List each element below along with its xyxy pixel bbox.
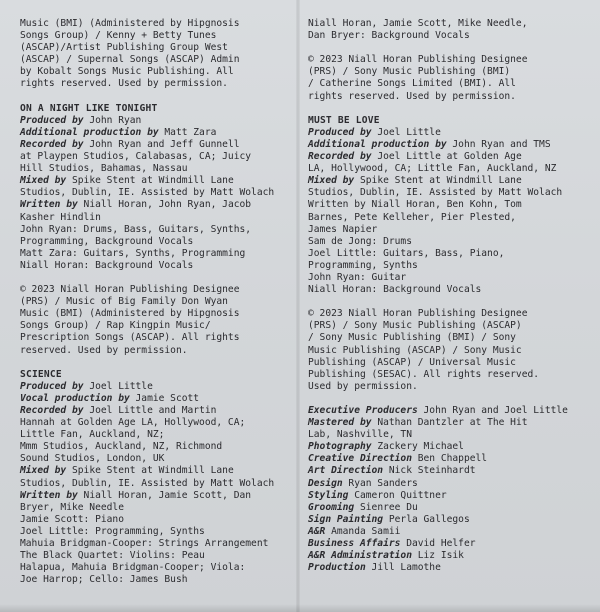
credit-text: Jamie Scott: Piano <box>20 513 124 525</box>
credit-text: John Ryan: Guitar <box>308 271 407 283</box>
credit-text: John Ryan <box>83 114 142 126</box>
copyright-line: / Catherine Songs Limited (BMI). All <box>308 78 516 90</box>
credit-role: Executive Producers <box>308 405 418 416</box>
credit-line <box>308 478 586 490</box>
credit-role: A&R Administration <box>308 550 412 562</box>
credit-role: Produced by <box>308 126 372 138</box>
credit-role: Sign Painting <box>308 513 384 525</box>
credit-line <box>308 562 586 574</box>
credit-role: Produced by <box>20 380 84 392</box>
credit-line <box>20 187 292 199</box>
vocals-line: Dan Bryer: Background Vocals <box>308 30 470 42</box>
credit-line <box>20 526 292 538</box>
right-column <box>308 18 586 574</box>
credit-role: Design <box>308 477 343 489</box>
credit-line <box>20 139 292 151</box>
credit-line <box>20 514 292 526</box>
credit-text: Bryer, Mike Needle <box>20 501 124 513</box>
credit-role: Additional production by <box>308 138 447 150</box>
paragraph-gap <box>308 103 586 115</box>
copyright-line: Music Publishing (ASCAP) / Sony Music <box>308 344 522 356</box>
credit-role: Grooming <box>308 501 355 513</box>
paragraph-gap <box>308 393 586 405</box>
credit-line <box>20 199 292 211</box>
credit-line <box>20 538 292 550</box>
song-title: MUST BE LOVE <box>308 114 380 126</box>
paragraph-gap <box>20 357 292 369</box>
credit-line <box>308 526 586 538</box>
credit-line <box>308 538 586 550</box>
credit-text: Joel Little <box>371 126 441 138</box>
credit-line <box>20 236 292 248</box>
copyright-line: Prescription Songs (ASCAP). All rights <box>20 332 240 344</box>
credit-line <box>308 284 586 296</box>
credit-text: Joel Little: Programming, Synths <box>20 525 205 537</box>
credit-text: at Playpen Studios, Calabasas, CA; Juicy <box>20 151 252 163</box>
credit-role: Photography <box>308 441 372 453</box>
credit-text: Barnes, Pete Kelleher, Pier Plested, <box>308 211 516 223</box>
credit-line <box>20 381 292 393</box>
credit-line <box>308 453 586 465</box>
credit-line <box>308 139 586 151</box>
credit-text: Joel Little: Guitars, Bass, Piano, <box>308 247 505 259</box>
credit-text: Amanda Samii <box>325 525 401 537</box>
credit-role: Business Affairs <box>308 538 401 550</box>
left-column <box>20 18 292 586</box>
paragraph-gap <box>20 272 292 284</box>
credit-line <box>20 115 292 127</box>
credit-text: LA, Hollywood, CA; Little Fan, Auckland, NZ <box>308 163 557 175</box>
credit-text: Jill Lamothe <box>365 562 441 574</box>
credit-text: Liz Isik <box>411 550 464 562</box>
credit-role: Vocal production by <box>20 392 130 404</box>
publishing-line: by Kobalt Songs Music Publishing. All <box>20 66 234 78</box>
credit-text: Ryan Sanders <box>342 477 418 489</box>
credit-line <box>308 405 586 417</box>
copyright-line: (PRS) / Sony Music Publishing (BMI) <box>308 66 511 78</box>
credit-line <box>308 514 586 526</box>
credit-role: A&R <box>308 525 326 537</box>
credit-line <box>308 151 586 163</box>
credit-role: Written by <box>20 199 78 211</box>
credit-text: Niall Horan: Background Vocals <box>308 284 482 296</box>
copyright-line: rights reserved. Used by permission. <box>308 90 516 102</box>
copyright-line: Songs Group) / Rap Kingpin Music/ <box>20 320 211 332</box>
copyright-line: / Sony Music Publishing (BMI) / Sony <box>308 332 516 344</box>
credit-text: Nick Steinhardt <box>383 465 476 477</box>
credit-line <box>20 212 292 224</box>
credit-line <box>20 405 292 417</box>
credit-text: Mmm Studios, Auckland, NZ, Richmond <box>20 441 223 453</box>
credit-text: Programming, Synths <box>308 259 418 271</box>
credit-line <box>20 175 292 187</box>
credit-role: Production <box>308 562 366 574</box>
copyright-line: reserved. Used by permission. <box>20 344 188 356</box>
credit-line <box>308 187 586 199</box>
credit-line <box>20 429 292 441</box>
copyright-line: © 2023 Niall Horan Publishing Designee <box>308 54 528 66</box>
publishing-line: (ASCAP)/Artist Publishing Group West <box>20 42 228 54</box>
credit-text: Studios, Dublin, IE. Assisted by Matt Wolach <box>20 187 275 199</box>
credit-line <box>20 151 292 163</box>
credit-text: Nathan Dantzler at The Hit <box>371 417 528 429</box>
credit-line <box>308 465 586 477</box>
credit-text: Cameron Quittner <box>348 489 447 501</box>
credit-line <box>20 502 292 514</box>
credit-line <box>308 550 586 562</box>
paragraph-gap <box>308 42 586 54</box>
vocals-line: Niall Horan, Jamie Scott, Mike Needle, <box>308 18 528 29</box>
credit-line <box>20 260 292 272</box>
credit-text: Sam de Jong: Drums <box>308 235 412 247</box>
credit-text: Spike Stent at Windmill Lane <box>66 465 234 477</box>
credit-text: Lab, Nashville, TN <box>308 429 412 441</box>
credit-line <box>308 248 586 260</box>
credit-text: Joel Little at Golden Age <box>371 151 522 163</box>
copyright-line: Music (BMI) (Administered by Hipgnosis <box>20 308 240 320</box>
song-title: SCIENCE <box>20 368 62 380</box>
credit-text: Niall Horan, John Ryan, Jacob <box>77 199 252 211</box>
copyright-line: Used by permission. <box>308 380 418 392</box>
credit-line <box>308 163 586 175</box>
credit-line <box>20 248 292 260</box>
credit-text: Perla Gallegos <box>383 513 470 525</box>
credit-text: Spike Stent at Windmill Lane <box>354 175 522 187</box>
credit-line <box>20 224 292 236</box>
credit-text: David Helfer <box>400 538 476 550</box>
credit-text: Written by Niall Horan, Ben Kohn, Tom <box>308 199 522 211</box>
credit-line <box>20 478 292 490</box>
credit-text: Joel Little and Martin <box>83 405 217 416</box>
credit-text: John Ryan and TMS <box>446 138 551 150</box>
credit-role: Additional production by <box>20 126 159 138</box>
credit-text: Kasher Hindlin <box>20 211 101 223</box>
copyright-line: Publishing (SESAC). All rights reserved. <box>308 368 540 380</box>
credit-line <box>308 199 586 211</box>
credit-text: Sound Studios, London, UK <box>20 453 165 465</box>
credit-text: James Napier <box>308 223 378 235</box>
credit-role: Mixed by <box>308 175 355 187</box>
credit-text: Matt Zara: Guitars, Synths, Programming <box>20 247 246 259</box>
publishing-line: Songs Group) / Kenny + Betty Tunes <box>20 30 217 42</box>
credit-text: Ben Chappell <box>411 453 488 465</box>
credit-role: Mastered by <box>308 417 372 429</box>
credit-role: Mixed by <box>20 465 67 477</box>
credit-line <box>308 127 586 139</box>
credit-line <box>20 574 292 586</box>
credit-role: Styling <box>308 489 349 501</box>
copyright-line: Publishing (ASCAP) / Universal Music <box>308 356 516 368</box>
credit-line <box>308 417 586 429</box>
paragraph-gap <box>20 91 292 103</box>
credit-line <box>308 175 586 187</box>
page-bottom-edge <box>0 604 600 612</box>
credit-text: Studios, Dublin, IE. Assisted by Matt Wolach <box>308 187 563 199</box>
credit-role: Recorded by <box>20 405 84 416</box>
credit-line <box>308 502 586 514</box>
credit-text: Studios, Dublin, IE. Assisted by Matt Wolach <box>20 477 275 489</box>
credit-line <box>20 393 292 405</box>
credit-text: Halapua, Mahuia Bridgman-Cooper; Viola: <box>20 562 246 574</box>
credit-line <box>308 272 586 284</box>
credit-text: John Ryan: Drums, Bass, Guitars, Synths, <box>20 223 252 235</box>
credit-text: The Black Quartet: Violins: Peau <box>20 550 205 562</box>
credit-role: Art Direction <box>308 465 384 477</box>
credit-line <box>308 490 586 502</box>
credit-text: John Ryan and Jeff Gunnell <box>83 138 240 150</box>
credit-line <box>308 429 586 441</box>
credit-role: Creative Direction <box>308 453 412 465</box>
credit-line <box>20 490 292 502</box>
credit-text: Niall Horan, Jamie Scott, Dan <box>77 489 252 501</box>
credit-text: Zackery Michael <box>371 441 464 453</box>
credit-line <box>308 224 586 236</box>
credit-line <box>20 562 292 574</box>
credit-line <box>20 550 292 562</box>
credit-text: Matt Zara <box>158 126 217 138</box>
credit-line <box>20 417 292 429</box>
credit-line <box>308 212 586 224</box>
credit-role: Recorded by <box>308 151 372 163</box>
paragraph-gap <box>308 296 586 308</box>
credit-line <box>308 441 586 453</box>
credit-text: Hannah at Golden Age LA, Hollywood, CA; <box>20 417 246 429</box>
credit-line <box>20 465 292 477</box>
credit-text: Niall Horan: Background Vocals <box>20 259 194 271</box>
copyright-line: (PRS) / Music of Big Family Don Wyan <box>20 296 228 308</box>
copyright-line: © 2023 Niall Horan Publishing Designee <box>20 284 240 296</box>
credit-text: Jamie Scott <box>129 392 200 404</box>
credit-text: Little Fan, Auckland, NZ; <box>20 429 165 441</box>
credit-role: Written by <box>20 489 78 501</box>
credit-role: Mixed by <box>20 175 67 187</box>
publishing-line: (ASCAP) / Supernal Songs (ASCAP) Admin <box>20 54 240 66</box>
song-title: ON A NIGHT LIKE TONIGHT <box>20 102 158 114</box>
credit-line <box>20 453 292 465</box>
credit-text: Joel Little <box>83 380 153 392</box>
credit-text: Joe Harrop; Cello: James Bush <box>20 574 188 586</box>
credit-line <box>20 441 292 453</box>
publishing-line: Music (BMI) (Administered by Hipgnosis <box>20 18 240 29</box>
credit-text: John Ryan and Joel Little <box>417 405 568 416</box>
copyright-line: (PRS) / Sony Music Publishing (ASCAP) <box>308 320 522 332</box>
credit-line <box>20 127 292 139</box>
credit-text: Programming, Background Vocals <box>20 235 194 247</box>
credit-text: Mahuia Bridgman-Cooper: Strings Arrangement <box>20 538 269 550</box>
credit-text: Sienree Du <box>354 501 418 513</box>
credit-role: Produced by <box>20 114 84 126</box>
credit-role: Recorded by <box>20 138 84 150</box>
credit-line <box>308 236 586 248</box>
publishing-line: rights reserved. Used by permission. <box>20 78 228 90</box>
credit-line <box>20 163 292 175</box>
credit-line <box>308 260 586 272</box>
page-fold <box>296 0 300 612</box>
copyright-line: © 2023 Niall Horan Publishing Designee <box>308 308 528 320</box>
credit-text: Spike Stent at Windmill Lane <box>66 175 234 187</box>
credit-text: Hill Studios, Bahamas, Nassau <box>20 163 188 175</box>
